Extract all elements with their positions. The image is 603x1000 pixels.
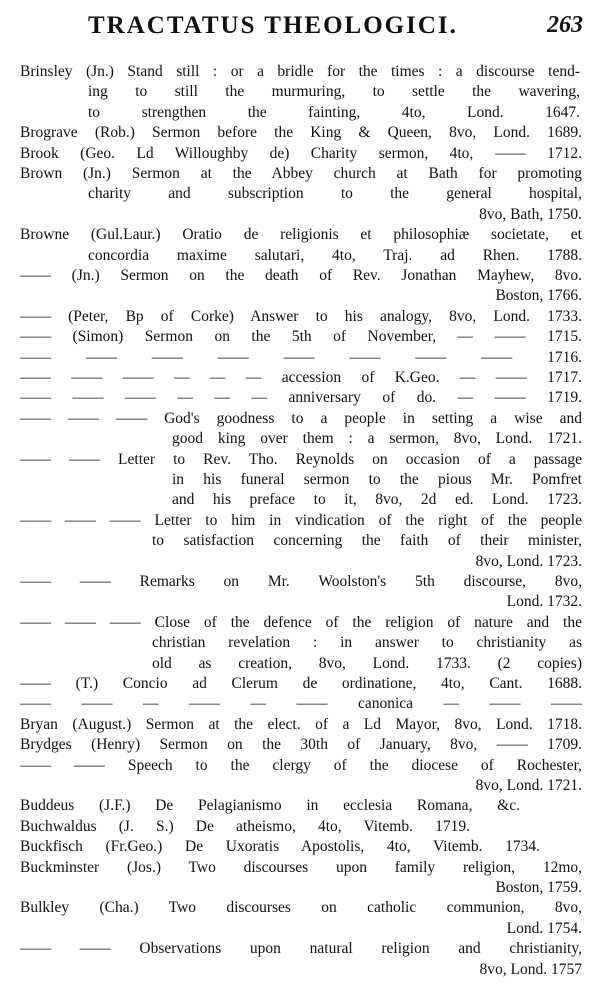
entry-line: —— —— Observations upon natural religion and christianity, xyxy=(20,940,582,958)
entry-line: to satisfaction concerning the faith of their minister, xyxy=(152,532,582,550)
entry-line: 8vo, Lond. 1721. xyxy=(475,777,582,794)
entry-line: —— —— — —— — —— canonica — —— —— xyxy=(20,695,582,713)
entry-line: Bulkley (Cha.) Two discourses on catholic communion, 8vo, xyxy=(20,899,582,917)
entry-line: Buchwaldus (J. S.) De atheismo, 4to, Vitemb. 1719. xyxy=(20,817,470,835)
entry-line: Buckfisch (Fr.Geo.) De Uxoratis Apostolis, 4to, Vitemb. 1734. xyxy=(20,838,540,856)
entry-line: christian revelation : in answer to christianity as xyxy=(152,634,582,652)
page-title: TRACTATUS THEOLOGICI. xyxy=(88,12,458,39)
entry-line: —— (Jn.) Sermon on the death of Rev. Jonathan Mayhew, 8vo. xyxy=(20,267,582,284)
entry-line: Brograve (Rob.) Sermon before the King & Queen, 8vo, Lond. 1689. xyxy=(20,124,582,142)
entry-line: —— (Peter, Bp of Corke) Answer to his analogy, 8vo, Lond. 1733. xyxy=(20,307,582,325)
entry-line: Brinsley (Jn.) Stand still : or a bridle for the times : a discourse tend- xyxy=(20,63,580,80)
entry-line: Bryan (August.) Sermon at the elect. of a Ld Mayor, 8vo, Lond. 1718. xyxy=(20,715,582,733)
entry-line: ing to still the murmuring, to settle the wavering, xyxy=(88,83,580,101)
entry-line: Boston, 1766. xyxy=(495,287,582,305)
entry-line: Buddeus (J.F.) De Pelagianismo in ecclesia Romana, &c. xyxy=(20,797,520,815)
entry-line: 8vo, Bath, 1750. xyxy=(479,205,582,223)
entry-line: Lond. 1732. xyxy=(506,593,582,611)
entry-line: —— —— —— — — — accession of K.Geo. — —— 1717. xyxy=(20,369,582,386)
entry-line: in his funeral sermon to the pious Mr. Pomfret xyxy=(172,471,582,488)
entry-line: 8vo, Lond. 1723. xyxy=(475,552,582,570)
entry-line: —— —— —— God's goodness to a people in setting a wise and xyxy=(20,409,582,427)
entry-line: concordia maxime salutari, 4to, Traj. ad Rhen. 1788. xyxy=(88,246,582,264)
entry-line: Browne (Gul.Laur.) Oratio de religionis et philosophiæ societate, et xyxy=(20,226,582,244)
entry-line: —— —— Remarks on Mr. Woolston's 5th discourse, 8vo, xyxy=(20,573,582,590)
entry-line: —— —— Letter to Rev. Tho. Reynolds on occasion of a passage xyxy=(20,450,582,468)
entry-line: —— —— —— —— —— —— —— —— 1716. xyxy=(20,348,582,366)
entry-line: Lond. 1754. xyxy=(506,919,582,937)
page-number: 263 xyxy=(547,12,583,38)
entry-line: old as creation, 8vo, Lond. 1733. (2 copies) xyxy=(152,654,582,672)
entry-line: —— —— —— Letter to him in vindication of the right of the people xyxy=(20,511,582,529)
entry-line: and his preface to it, 8vo, 2d ed. Lond. 1723. xyxy=(172,491,582,509)
entry-line: —— (T.) Concio ad Clerum de ordinatione, 4to, Cant. 1688. xyxy=(20,675,582,692)
entry-line: charity and subscription to the general hospital, xyxy=(88,185,582,203)
entry-line: Brown (Jn.) Sermon at the Abbey church at Bath for promoting xyxy=(20,165,582,182)
entry-line: —— —— —— Close of the defence of the religion of nature and the xyxy=(20,613,582,631)
entry-line: Brydges (Henry) Sermon on the 30th of January, 8vo, —— 1709. xyxy=(20,736,582,754)
entry-line: —— (Simon) Sermon on the 5th of November, — —— 1715. xyxy=(20,328,582,346)
entry-line: Boston, 1759. xyxy=(495,879,582,896)
entry-line: Brook (Geo. Ld Willoughby de) Charity sermon, 4to, —— 1712. xyxy=(20,144,582,162)
entry-line: 8vo, Lond. 1757 xyxy=(479,960,582,978)
entry-line: —— —— —— — — — anniversary of do. — —— 1719. xyxy=(20,389,582,407)
entry-line: good king over them : a sermon, 8vo, Lond. 1721. xyxy=(172,430,582,448)
entry-line: —— —— Speech to the clergy of the diocese of Rochester, xyxy=(20,756,582,774)
running-header xyxy=(0,10,603,44)
entry-line: Buckminster (Jos.) Two discourses upon family religion, 12mo, xyxy=(20,858,582,876)
entry-line: to strengthen the fainting, 4to, Lond. 1647. xyxy=(88,103,580,121)
